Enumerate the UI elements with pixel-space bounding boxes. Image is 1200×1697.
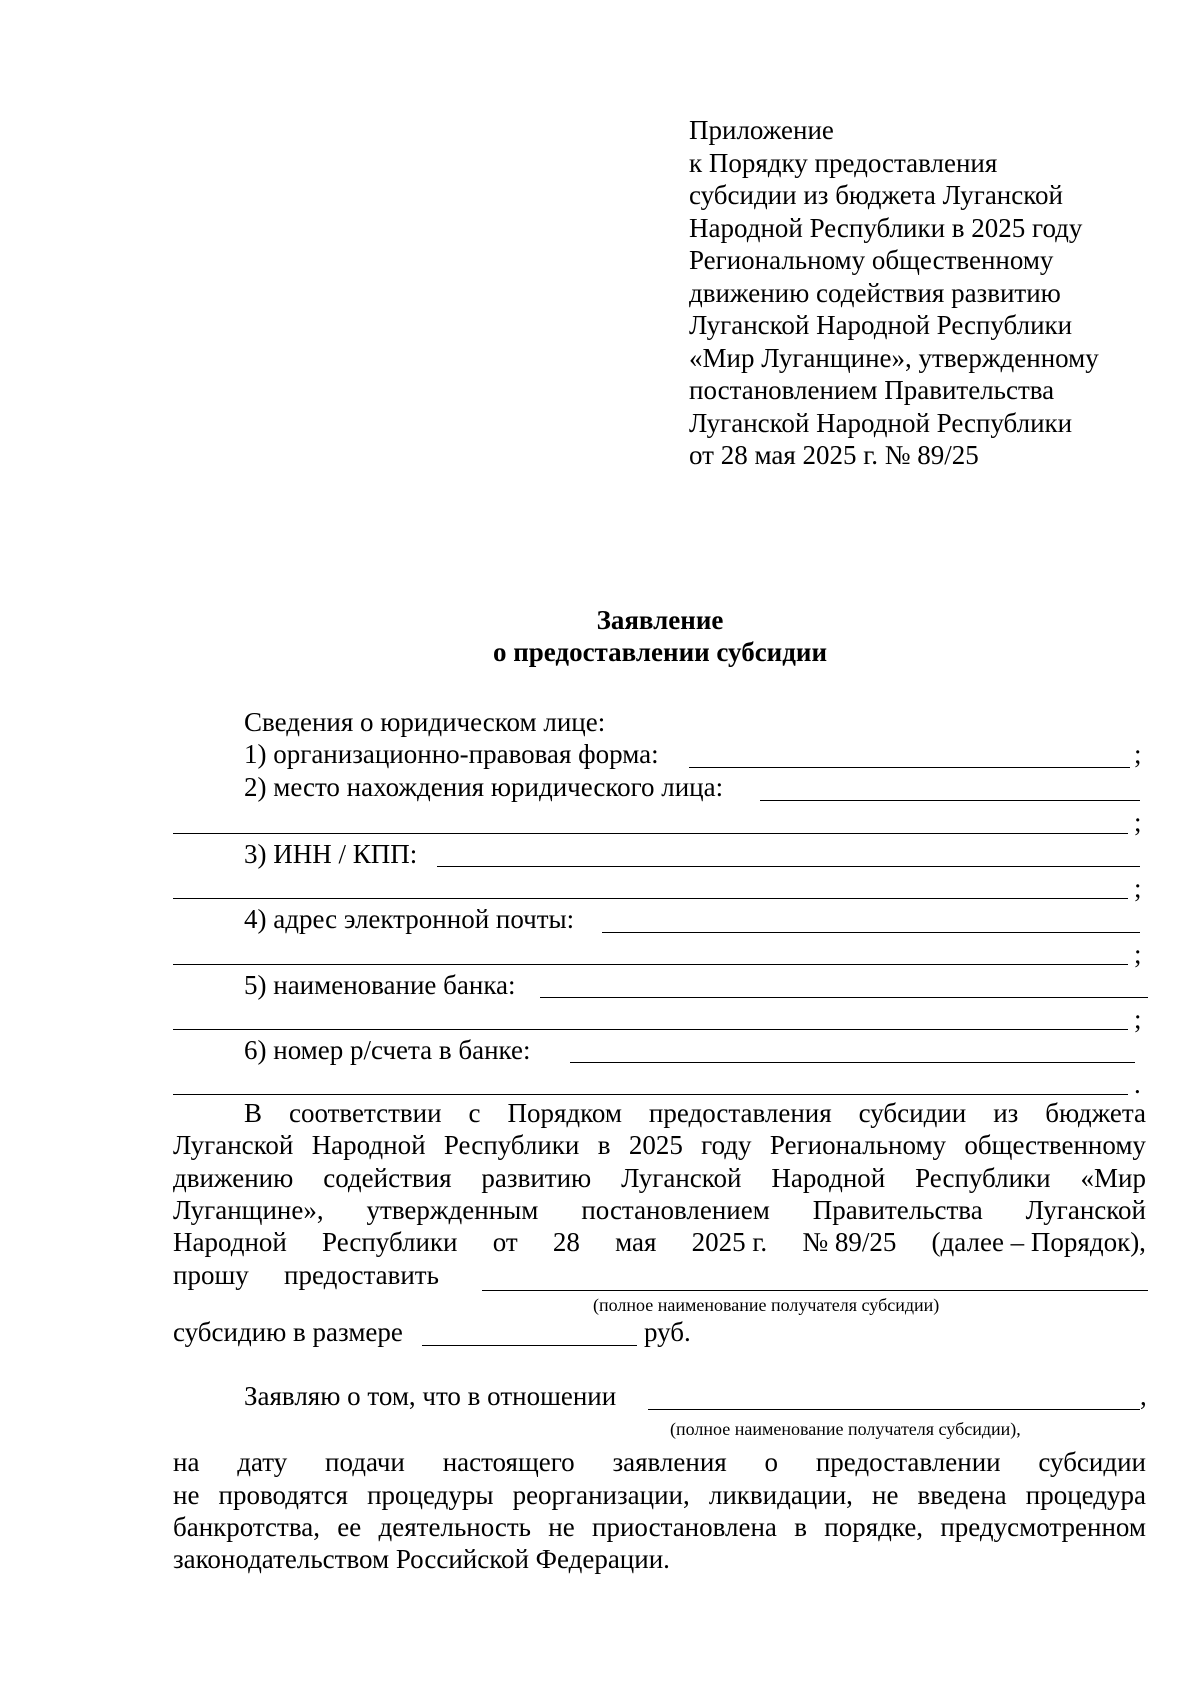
field-semicolon: ; <box>1134 807 1142 837</box>
request-line: В соответствии с Порядком предоставления субсидии из бюджета <box>244 1098 1146 1128</box>
field-semicolon: ; <box>1134 1004 1142 1034</box>
annex-line: Приложение <box>689 115 834 145</box>
annex-line: от 28 мая 2025 г. № 89/25 <box>689 440 979 470</box>
declaration-line: не проводятся процедуры реорганизации, ликвидации, не введена процедура <box>173 1480 1146 1510</box>
request-line: Луганской Народной Республики в 2025 году Региональному общественному <box>173 1130 1146 1160</box>
field-line-inn-kpp-cont[interactable] <box>173 898 1128 899</box>
field-label-location: 2) место нахождения юридического лица: <box>244 772 724 802</box>
field-line-bank-cont[interactable] <box>173 1029 1128 1030</box>
field-label-legal-form: 1) организационно-правовая форма: <box>244 739 659 769</box>
annex-line: субсидии из бюджета Луганской <box>689 180 1063 210</box>
request-line: Народной Республики от 28 мая 2025 г. № 89/25 (далее – Порядок), <box>173 1227 1146 1257</box>
field-label-account: 6) номер р/счета в банке: <box>244 1035 531 1065</box>
declaration-caption: (полное наименование получателя субсидии), <box>670 1419 1021 1439</box>
field-label-bank: 5) наименование банка: <box>244 970 516 1000</box>
amount-currency: руб. <box>644 1317 691 1347</box>
annex-line: постановлением Правительства <box>689 375 1055 405</box>
declaration-comma: , <box>1140 1381 1147 1411</box>
annex-line: Луганской Народной Республики <box>689 407 1073 438</box>
recipient-name-line[interactable] <box>482 1290 1148 1291</box>
amount-label: субсидию в размере <box>173 1317 403 1347</box>
declaration-prefix: Заявляю о том, что в отношении <box>244 1381 617 1411</box>
field-line-legal-form[interactable] <box>689 767 1130 768</box>
annex-line: «Мир Луганщине», утвержденному <box>689 342 1099 373</box>
recipient-name-caption: (полное наименование получателя субсидии) <box>593 1295 940 1315</box>
document-subtitle: о предоставлении субсидии <box>492 637 828 667</box>
field-label-inn-kpp: 3) ИНН / КПП: <box>244 839 418 869</box>
annex-line: к Порядку предоставления <box>689 147 998 178</box>
amount-line[interactable] <box>422 1345 637 1346</box>
request-word: прошу <box>173 1260 249 1290</box>
request-line: Луганщине», утвержденным постановлением Правительства Луганской <box>173 1195 1146 1225</box>
declaration-line: на дату подачи настоящего заявления о предоставлении субсидии <box>173 1447 1146 1477</box>
field-line-email[interactable] <box>602 932 1140 933</box>
annex-line: Народной Республики в 2025 году <box>689 212 1083 243</box>
annex-line: движению содействия развитию <box>689 277 1061 308</box>
field-line-account-cont[interactable] <box>173 1094 1128 1095</box>
field-semicolon: ; <box>1134 873 1142 903</box>
declaration-line: законодательством Российской Федерации. <box>173 1544 670 1574</box>
request-word: предоставить <box>284 1260 439 1290</box>
document-title: Заявление <box>596 605 724 635</box>
info-heading: Сведения о юридическом лице: <box>244 707 606 737</box>
field-semicolon: ; <box>1134 739 1142 769</box>
request-line: движению содействия развитию Луганской Народной Республики «Мир <box>173 1163 1146 1193</box>
field-semicolon: ; <box>1134 939 1142 969</box>
declaration-name-line[interactable] <box>648 1409 1140 1410</box>
annex-line: Региональному общественному <box>689 245 1054 275</box>
field-line-bank[interactable] <box>540 997 1148 998</box>
field-label-email: 4) адрес электронной почты: <box>244 904 575 934</box>
field-line-email-cont[interactable] <box>173 964 1128 965</box>
annex-block <box>689 114 1129 472</box>
annex-line: Луганской Народной Республики <box>689 310 1073 340</box>
field-line-location-cont[interactable] <box>173 833 1128 834</box>
field-line-location[interactable] <box>760 800 1140 801</box>
declaration-line: банкротства, ее деятельность не приостановлена в порядке, предусмотренном <box>173 1512 1146 1542</box>
field-line-inn-kpp[interactable] <box>437 866 1140 867</box>
field-period: . <box>1134 1069 1141 1099</box>
field-line-account[interactable] <box>570 1062 1135 1063</box>
